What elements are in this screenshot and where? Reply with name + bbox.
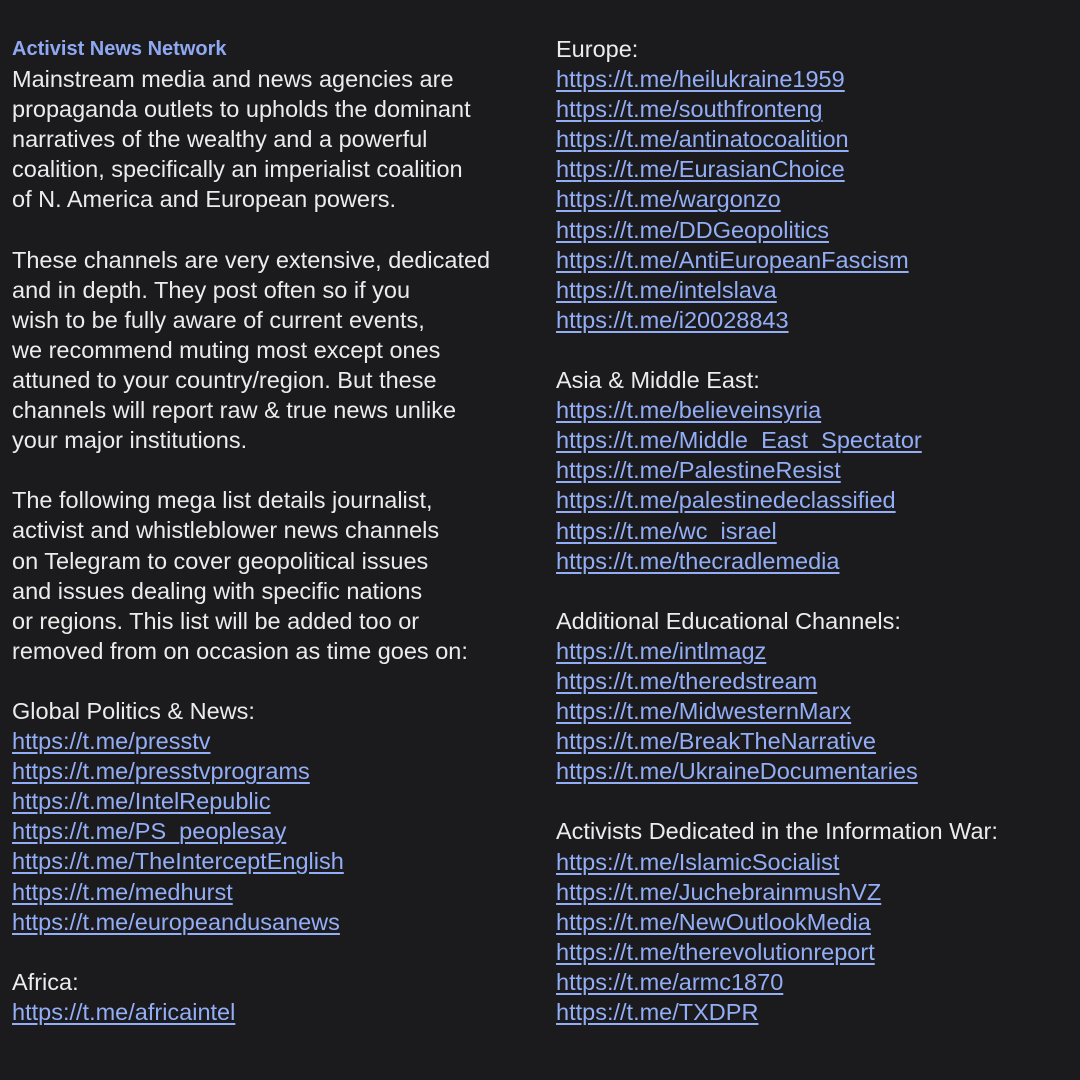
- channel-link[interactable]: https://t.me/IslamicSocialist: [556, 848, 840, 875]
- channel-link[interactable]: https://t.me/medhurst: [12, 878, 233, 905]
- channel-link[interactable]: https://t.me/presstv: [12, 728, 211, 755]
- section-title: Europe:: [556, 36, 639, 62]
- channel-section: [12, 696, 538, 937]
- paragraph-line: attuned to your country/region. But these: [12, 366, 437, 393]
- paragraph-line: activist and whistleblower news channels: [12, 517, 440, 544]
- section-title: Global Politics & News:: [12, 697, 255, 724]
- channel-section: [556, 816, 1076, 1027]
- paragraph-line: and issues dealing with specific nations: [12, 577, 423, 604]
- channel-link[interactable]: https://t.me/antinatocoalition: [556, 126, 849, 153]
- channel-link[interactable]: https://t.me/thecradlemedia: [556, 547, 840, 574]
- channel-link[interactable]: https://t.me/europeandusanews: [12, 908, 340, 935]
- channel-link[interactable]: https://t.me/EurasianChoice: [556, 156, 845, 183]
- channel-link[interactable]: https://t.me/PalestineResist: [556, 457, 841, 484]
- message-paragraph: [12, 64, 538, 214]
- channel-link[interactable]: https://t.me/PS_peoplesay: [12, 818, 287, 845]
- channel-link[interactable]: https://t.me/theredstream: [556, 667, 818, 694]
- paragraph-line: These channels are very extensive, dedicated: [12, 246, 491, 273]
- channel-link[interactable]: https://t.me/wargonzo: [556, 186, 781, 213]
- channel-link[interactable]: https://t.me/NewOutlookMedia: [556, 908, 871, 935]
- paragraph-line: The following mega list details journalist,: [12, 487, 433, 514]
- channel-section: [12, 967, 538, 1027]
- channel-section: [556, 606, 1076, 787]
- channel-link[interactable]: https://t.me/believeinsyria: [556, 397, 822, 424]
- left-sections: [12, 696, 538, 1027]
- paragraph-line: and in depth. They post often so if you: [12, 276, 411, 303]
- channel-link[interactable]: https://t.me/TheInterceptEnglish: [12, 848, 344, 875]
- sender-name[interactable]: Activist News Network: [12, 38, 227, 60]
- channel-link[interactable]: https://t.me/JuchebrainmushVZ: [556, 878, 882, 905]
- message-paragraph: [12, 485, 538, 666]
- right-sections: [556, 34, 1076, 1027]
- channel-link[interactable]: https://t.me/Middle_East_Spectator: [556, 427, 922, 454]
- channel-link[interactable]: https://t.me/TXDPR: [556, 999, 759, 1025]
- channel-link[interactable]: https://t.me/BreakTheNarrative: [556, 728, 876, 755]
- paragraph-line: your major institutions.: [12, 427, 248, 454]
- right-column: [556, 34, 1076, 1057]
- channel-link[interactable]: https://t.me/heilukraine1959: [556, 66, 845, 93]
- channel-link[interactable]: https://t.me/africaintel: [12, 998, 236, 1025]
- channel-link[interactable]: https://t.me/DDGeopolitics: [556, 216, 829, 243]
- left-column: [12, 34, 538, 1057]
- channel-link[interactable]: https://t.me/UkraineDocumentaries: [556, 758, 918, 785]
- channel-link[interactable]: https://t.me/AntiEuropeanFascism: [556, 246, 909, 273]
- channel-link[interactable]: https://t.me/intlmagz: [556, 637, 767, 664]
- message-intro: [12, 64, 538, 666]
- section-title: Asia & Middle East:: [556, 367, 760, 394]
- paragraph-line: we recommend muting most except ones: [12, 336, 441, 363]
- paragraph-line: on Telegram to cover geopolitical issues: [12, 547, 429, 574]
- paragraph-line: removed from on occasion as time goes on:: [12, 637, 468, 664]
- message-paragraph: [12, 245, 538, 456]
- paragraph-line: of N. America and European powers.: [12, 186, 397, 213]
- channel-link[interactable]: https://t.me/wc_israel: [556, 517, 777, 544]
- channel-link[interactable]: https://t.me/MidwesternMarx: [556, 698, 852, 725]
- channel-section: [556, 365, 1076, 576]
- section-title: Africa:: [12, 968, 79, 995]
- paragraph-line: Mainstream media and news agencies are: [12, 66, 454, 92]
- channel-link[interactable]: https://t.me/presstvprograms: [12, 758, 310, 785]
- section-title: Additional Educational Channels:: [556, 607, 901, 634]
- channel-link[interactable]: https://t.me/palestinedeclassified: [556, 487, 896, 514]
- channel-link[interactable]: https://t.me/IntelRepublic: [12, 788, 271, 815]
- channel-link[interactable]: https://t.me/southfronteng: [556, 96, 823, 123]
- section-title: Activists Dedicated in the Information War:: [556, 818, 998, 845]
- paragraph-line: wish to be fully aware of current events,: [12, 306, 425, 333]
- paragraph-line: coalition, specifically an imperialist coalition: [12, 156, 463, 183]
- channel-section: [556, 34, 1076, 335]
- channel-link[interactable]: https://t.me/therevolutionreport: [556, 938, 875, 965]
- paragraph-line: or regions. This list will be added too or: [12, 607, 420, 634]
- paragraph-line: narratives of the wealthy and a powerful: [12, 126, 428, 153]
- channel-link[interactable]: https://t.me/armc1870: [556, 968, 784, 995]
- paragraph-line: propaganda outlets to upholds the dominant: [12, 96, 471, 123]
- channel-link[interactable]: https://t.me/i20028843: [556, 306, 789, 333]
- paragraph-line: channels will report raw & true news unlike: [12, 397, 457, 424]
- channel-link[interactable]: https://t.me/intelslava: [556, 276, 777, 303]
